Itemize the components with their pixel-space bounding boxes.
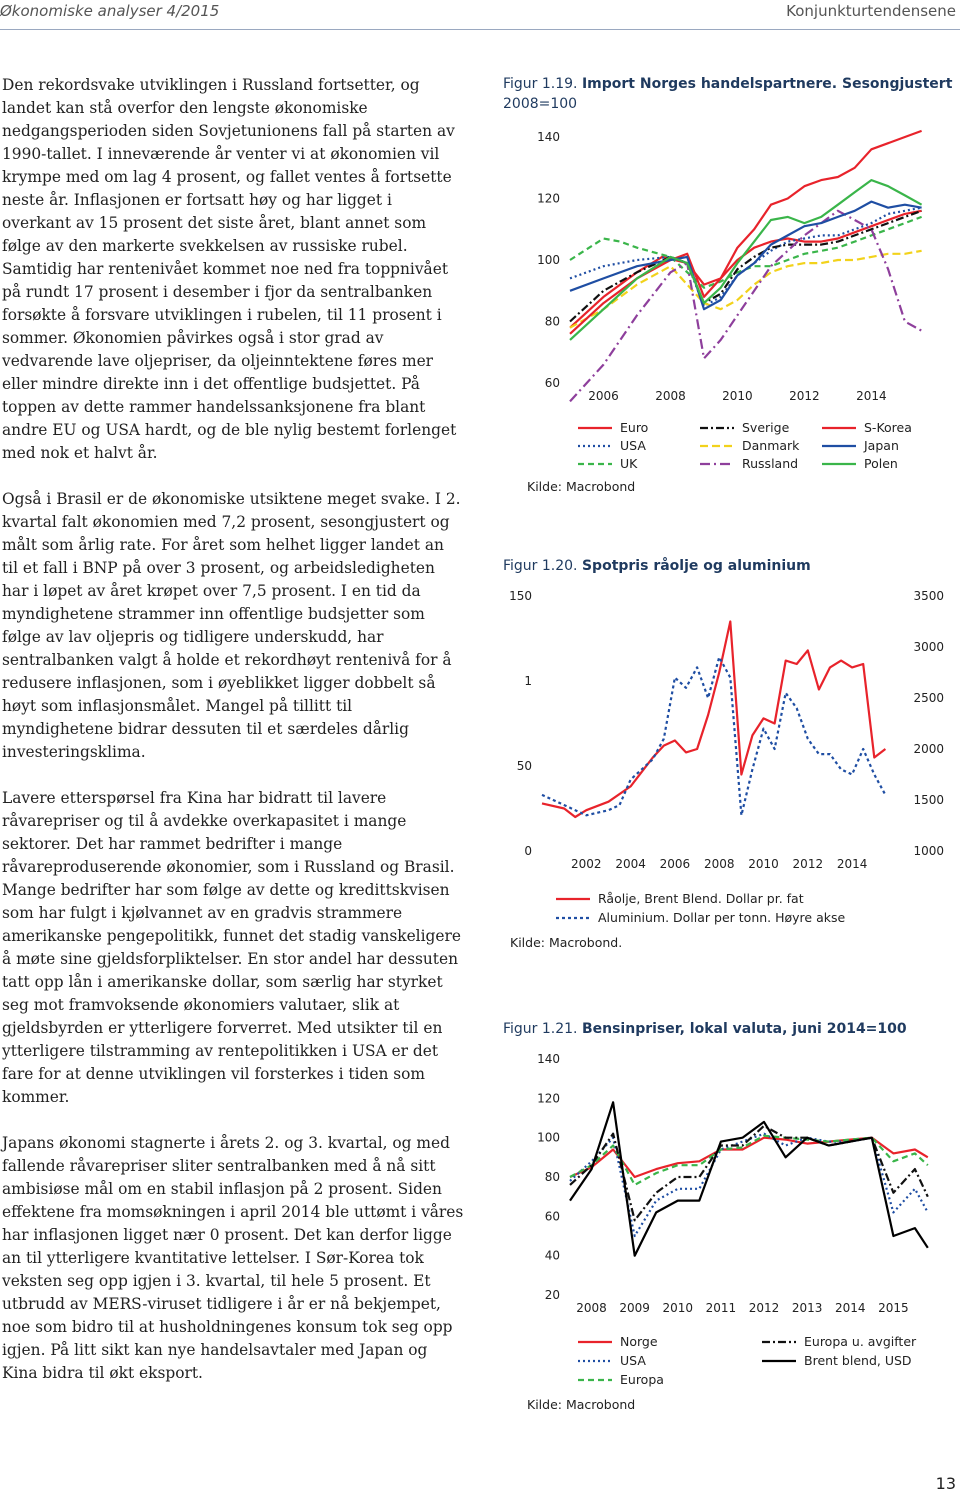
- paragraph-russia: Den rekordsvake utviklingen i Russland fortsetter, og landet kan stå overfor den lengste økonomiske nedgangsperioden siden Sovjetunionens fall på starten av 1990-tallet. I inneværende år venter vi at økonomien vil krympe med om lag 4 prosent, og fallet ventes å fortsette neste år. Inflasjonen er fortsatt høy og har ligget i overkant av 15 prosent det siste året, blant annet som følge av den markerte svekkelsen av russiske rubel. Samtidig har rentenivået kommet noe ned fra toppnivået på rundt 17 prosent i desember i fjor da sentralbanken forsøkte å forsvare utviklingen i rubelen, til 11 prosent i sommer. Økonomien påvirkes også i stor grad av vedvarende lave oljepriser, da oljeinntektene føres mer eller mindre direkte inn i det offentlige budsjettet. På toppen av dette rammer handelssanksjonene fra blant andre EU og USA hardt, og de ble nylig bestemt forlenget med nok et halvt år.: [2, 76, 457, 462]
- fig121-xtick-2010: 2010: [662, 1301, 694, 1315]
- fig121-xtick-2015: 2015: [878, 1301, 909, 1315]
- fig121-ytick-40: 40: [544, 1248, 560, 1263]
- fig120-series-r-olje-brent-blend-dollar-pr-fat: [542, 622, 885, 818]
- fig120-xtick-2010: 2010: [748, 857, 779, 871]
- fig121-legend-label-brent-blend-usd: Brent blend, USD: [804, 1353, 912, 1368]
- fig119-legend-label-sverige: Sverige: [742, 420, 790, 435]
- fig119-ytick-60: 60: [544, 376, 560, 390]
- fig121-legend-label-usa: USA: [620, 1353, 646, 1368]
- body-text: [2, 74, 464, 1408]
- fig119-xtick-2014: 2014: [856, 389, 887, 403]
- fig121-number: Figur 1.21.: [503, 1021, 578, 1037]
- paragraph-brazil: Også i Brasil er de økonomiske utsiktene meget svake. I 2. kvartal falt økonomien med 7,2 prosent, sesongjustert og målt som årlig rate. For året som helhet ligger landet an til et fall i BNP på over 3 prosent, og arbeidsledigheten har i løpet av året krøpet over 7,5 prosent. I en tid da myndighetene strammer inn offentlige budsjetter som følge av lav oljepris og tidligere underskudd, har sentralbanken valgt å holde et rekordhøyt rentenivå for å redusere inflasjonen, som i øyeblikket ligger dobbelt så høyt som inflasjonsmålet. Mangel på tillitt til myndighetene bidrar dessuten til et særdeles dårlig investeringsklima.: [2, 490, 461, 761]
- fig119-xtick-2012: 2012: [789, 389, 820, 403]
- paragraph-commodities: Lavere etterspørsel fra Kina har bidratt til lavere råvarepriser og til å avdekke overkapasitet i mange sektorer. Det har rammet bedrifter i mange råvareproduserende økonomier, som i Russland og Brasil. Mange bedrifter har som følge av dette og kredittskvisen som har fulgt i kjølvannet av en gradvis strammere amerikanske pengepolitikk, funnet det stadig vanskeligere å møte sine gjeldsforpliktelser. En stor andel har dessuten tatt opp lån i amerikanske dollar, som særlig har styrket seg mot framvoksende økonomiers valutaer, slik at gjeldsbyrden er ytterligere forverret. Med utsikter til en ytterligere tilstramming av rentepolitikken i USA er det fare for at denne utviklingen vil forsterkes i tiden som kommer.: [2, 789, 461, 1106]
- page-number: 13: [935, 1474, 956, 1493]
- fig121-xtick-2011: 2011: [705, 1301, 737, 1315]
- fig120-xtick-2008: 2008: [703, 857, 735, 871]
- fig121-ytick-120: 120: [537, 1091, 560, 1106]
- fig120-series-aluminium-dollar-per-tonn-h-yre-akse: [542, 657, 885, 815]
- fig121-legend-label-europa: Europa: [620, 1372, 664, 1387]
- fig119-legend-label-polen: Polen: [864, 456, 898, 471]
- fig119-legend-label-usa: USA: [620, 438, 646, 453]
- paragraph-japan-korea: Japans økonomi stagnerte i årets 2. og 3. kvartal, og med fallende råvarepriser sliter sentralbanken med å nå sitt ambisiøse mål om en stabil inflasjon på 2 prosent. Siden effektene fra momsøkningen i april 2014 ble uttømt i våres har inflasjonen ligget nær 0 prosent. Det kan derfor ligge an til ytterligere kvantitative lettelser. I Sør-Korea tok veksten seg opp igjen i 3. kvartal, til hele 5 prosent. Et utbrudd av MERS-viruset tidligere i år er nå bekjempet, noe som bidro til at husholdningenes konsum tok seg opp igjen. På litt sikt kan nye handelsavtaler med Japan og Kina bidra til økt eksport.: [2, 1134, 464, 1382]
- fig119-ytick-140: 140: [537, 130, 560, 144]
- fig120-ytick-right-1500: 1500: [913, 793, 944, 807]
- fig121-legend-label-norge: Norge: [620, 1334, 658, 1349]
- fig120-source: Kilde: Macrobond.: [510, 935, 623, 950]
- fig121-title: [503, 1019, 953, 1039]
- fig121-xtick-2009: 2009: [619, 1301, 650, 1315]
- fig119-source: Kilde: Macrobond: [527, 479, 636, 494]
- fig121-ytick-60: 60: [544, 1209, 560, 1224]
- fig121-xtick-2012: 2012: [748, 1301, 780, 1315]
- fig120-ytick-right-3500: 3500: [913, 589, 944, 603]
- fig119-xtick-2010: 2010: [722, 389, 753, 403]
- fig120-xtick-2012: 2012: [792, 857, 824, 871]
- fig121-xtick-2008: 2008: [576, 1301, 607, 1315]
- fig119-number: Figur 1.19.: [503, 76, 578, 92]
- fig120-chart: [500, 580, 960, 960]
- fig119-title-text: Import Norges handelspartnere. Sesongjustert: [581, 76, 953, 92]
- fig120-legend-label-r-olje-brent-blend-dollar-pr-fat: Råolje, Brent Blend. Dollar pr. fat: [598, 891, 804, 906]
- fig119-legend-label-s-korea: S-Korea: [864, 420, 912, 435]
- fig119-legend-label-uk: UK: [620, 456, 638, 471]
- fig121-xtick-2013: 2013: [791, 1301, 823, 1315]
- fig120-xtick-2002: 2002: [571, 857, 602, 871]
- fig120-xtick-2006: 2006: [659, 857, 691, 871]
- fig120-ytick-right-1000: 1000: [913, 844, 944, 858]
- fig121-ytick-20: 20: [544, 1288, 560, 1302]
- header-section: Konjunkturtendensene: [786, 2, 956, 20]
- fig121-ytick-140: 140: [537, 1052, 560, 1066]
- fig119-title: [503, 74, 953, 114]
- fig121-xtick-2014: 2014: [834, 1301, 866, 1315]
- fig119-legend-label-russland: Russland: [742, 456, 799, 471]
- fig119-legend-label-japan: Japan: [864, 438, 899, 453]
- header-publication: Økonomiske analyser 4/2015: [0, 2, 220, 20]
- fig119-legend-label-euro: Euro: [620, 420, 649, 435]
- fig119-subtitle: 2008=100: [503, 96, 578, 112]
- fig119-chart: [500, 115, 960, 500]
- fig120-ytick-right-2000: 2000: [913, 742, 944, 756]
- fig120-xtick-2004: 2004: [615, 857, 646, 871]
- fig120-title-text: Spotpris råolje og aluminium: [581, 558, 811, 574]
- fig120-ytick-50: 50: [516, 759, 532, 773]
- fig120-ytick-150: 150: [509, 589, 532, 603]
- fig120-legend-label-aluminium-dollar-per-tonn-h-yre-akse: Aluminium. Dollar per tonn. Høyre akse: [598, 910, 846, 925]
- fig121-ytick-100: 100: [537, 1130, 560, 1145]
- fig121-source: Kilde: Macrobond: [527, 1397, 636, 1412]
- fig119-ytick-100: 100: [537, 253, 560, 267]
- fig120-ytick-0: 0: [524, 844, 532, 858]
- fig120-ytick-right-2500: 2500: [913, 691, 944, 705]
- fig120-xtick-2014: 2014: [836, 857, 868, 871]
- fig119-xtick-2006: 2006: [588, 389, 619, 403]
- fig121-chart: [500, 1045, 960, 1420]
- fig119-series-japan: [570, 202, 922, 310]
- fig121-ytick-80: 80: [544, 1170, 560, 1184]
- fig120-ytick-right-3000: 3000: [913, 640, 944, 654]
- fig120-ytick-1: 1: [524, 674, 532, 688]
- fig119-legend-label-danmark: Danmark: [742, 438, 800, 453]
- fig121-title-text: Bensinpriser, lokal valuta, juni 2014=100: [581, 1021, 907, 1037]
- fig120-number: Figur 1.20.: [503, 558, 578, 574]
- header-divider: [0, 29, 960, 30]
- fig119-ytick-80: 80: [544, 314, 560, 329]
- fig121-series-brent-blend-usd: [570, 1102, 928, 1255]
- fig120-title: [503, 556, 953, 576]
- fig119-ytick-120: 120: [537, 191, 560, 206]
- fig121-legend-label-europa-u-avgifter: Europa u. avgifter: [804, 1334, 917, 1349]
- fig119-xtick-2008: 2008: [655, 389, 686, 403]
